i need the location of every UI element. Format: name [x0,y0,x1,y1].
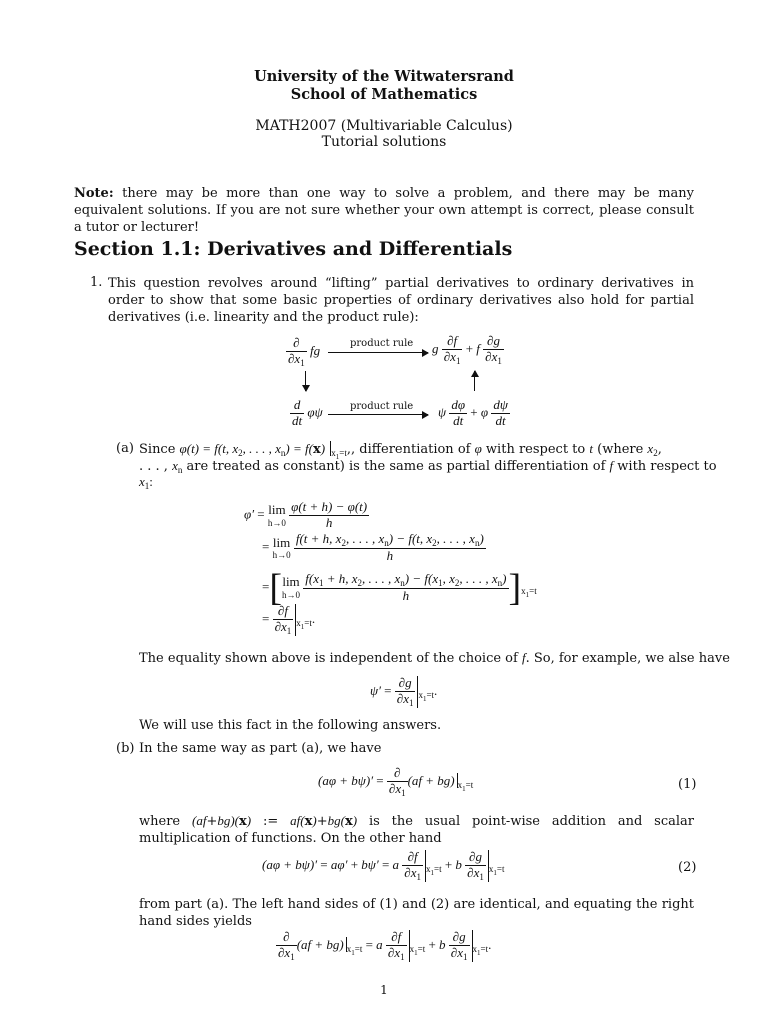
equation-2-number: (2) [678,860,697,875]
from-paragraph: from part (a). The left hand sides of (1) and (2) are identical, and equating the right hand sides yields [139,897,694,929]
equation-1-number: (1) [678,777,697,792]
top-arrow [328,352,428,353]
part-a-line3: $x_1$: [139,474,153,491]
bottom-arrow-label: product rule [350,401,414,412]
page-number: 1 [380,983,388,997]
equation-1: (aφ + bψ)′ = $\frac{\partial}{\partial x_1}$ (af + bg) $_{x_1=t}$ [318,765,474,798]
where-paragraph: where (af+bg)(x) := af(x)+bg(x) is the usual point-wise addition and scalar multiplication of functions. On the other hand [139,813,695,846]
course-title: MATH2007 (Multivariable Calculus) [255,118,513,134]
university-name: University of the Witwatersrand [254,68,514,85]
school-name: School of Mathematics [290,86,478,103]
diagram-top-right: g $\frac{\partial f}{\partial x_1}$ + f $\frac{\partial g}{\partial x_1}$ [432,333,502,366]
part-a-line1: Since φ(t) = f(t, $x_2$, . . . , $x_n) = f(x)$ $_{x_1=t}$,, differentiation of φ with respect to t (where $x_2$, [139,441,662,461]
bottom-arrow [328,414,428,415]
part-a-label: (a) [116,441,134,456]
part-b-label: (b) [116,741,135,756]
diagram-bottom-left: $\frac{d}{dt}$ φψ [292,397,323,428]
derivation-line-3: =[ lim h→0 $\frac{f(x_1 + h, x_2, . . . , x_n) - f(x_1, x_2, . . . , x_n)}{h}$ ]$_{x_1=t}$ [262,567,537,609]
equation-3: $\frac{\partial}{\partial x_1}$ (af + bg) $_{x_1=t}$ = a $\frac{\partial f}{\partial x_1}$ $_{x_1=t}$ + b $\frac{\partial g}{\partial x_1}$ $_{x_1=t}$. [278,929,492,962]
diagram-top-left: $\frac{\partial}{\partial x_1}$ fg [288,335,321,368]
diagram-bottom-right: ψ $\frac{d\varphi}{dt}$ + φ $\frac{d\psi}{dt}$ [438,397,508,428]
note-text: there may be more than one way to solve a problem, and there may be many equivalent solutions. If you are not sure whether your own attempt is correct, please consult a tutor or lecturer! [74,186,694,235]
equation-2: (aφ + bψ)′ = aφ′ + bψ′ = a $\frac{\partial f}{\partial x_1}$ $_{x_1=t}$ + b $\frac{\partial g}{\partial x_1}$ $_{x_1=t}$ [262,849,505,882]
question-number: 1. [90,275,103,290]
derivation-line-1: φ′ = lim h→0 $\frac{\varphi(t + h) - \varphi(t)}{h}$ [244,499,368,530]
note-label: Note: [74,186,114,201]
derivation-line-2: = lim h→0 $\frac{f(t + h, x_2, . . . , x_n) - f(t, x_2, . . . , x_n)}{h}$ [262,531,484,564]
note-paragraph [74,185,694,236]
psi-prime-equation: ψ′ = $\frac{\partial g}{\partial x_1}$ $_{x_1=t}$. [370,675,438,708]
derivation-line-4: = $\frac{\partial f}{\partial x_1}$ $_{x_1=t}$. [262,603,316,636]
part-b-intro: In the same way as part (a), we have [139,741,382,756]
document-type: Tutorial solutions [321,134,447,150]
part-a-line2: . . . , $x_n$ are treated as constant) is the same as partial differentiation of f with respect to [139,458,717,475]
question-intro: This question revolves around “lifting” partial derivatives to ordinary derivatives in order to show that some basic properties of ordinary derivatives also hold for partial derivatives (i.e. linearity and the product rule): [108,276,694,325]
use-fact-text: We will use this fact in the following answers. [139,718,442,733]
independence-text: The equality shown above is independent of the choice of f. So, for example, we alse have [139,650,730,666]
section-heading: Section 1.1: Derivatives and Differentials [74,238,513,260]
top-arrow-label: product rule [350,338,414,349]
right-up-arrow [474,371,475,391]
left-down-arrow [305,371,306,391]
